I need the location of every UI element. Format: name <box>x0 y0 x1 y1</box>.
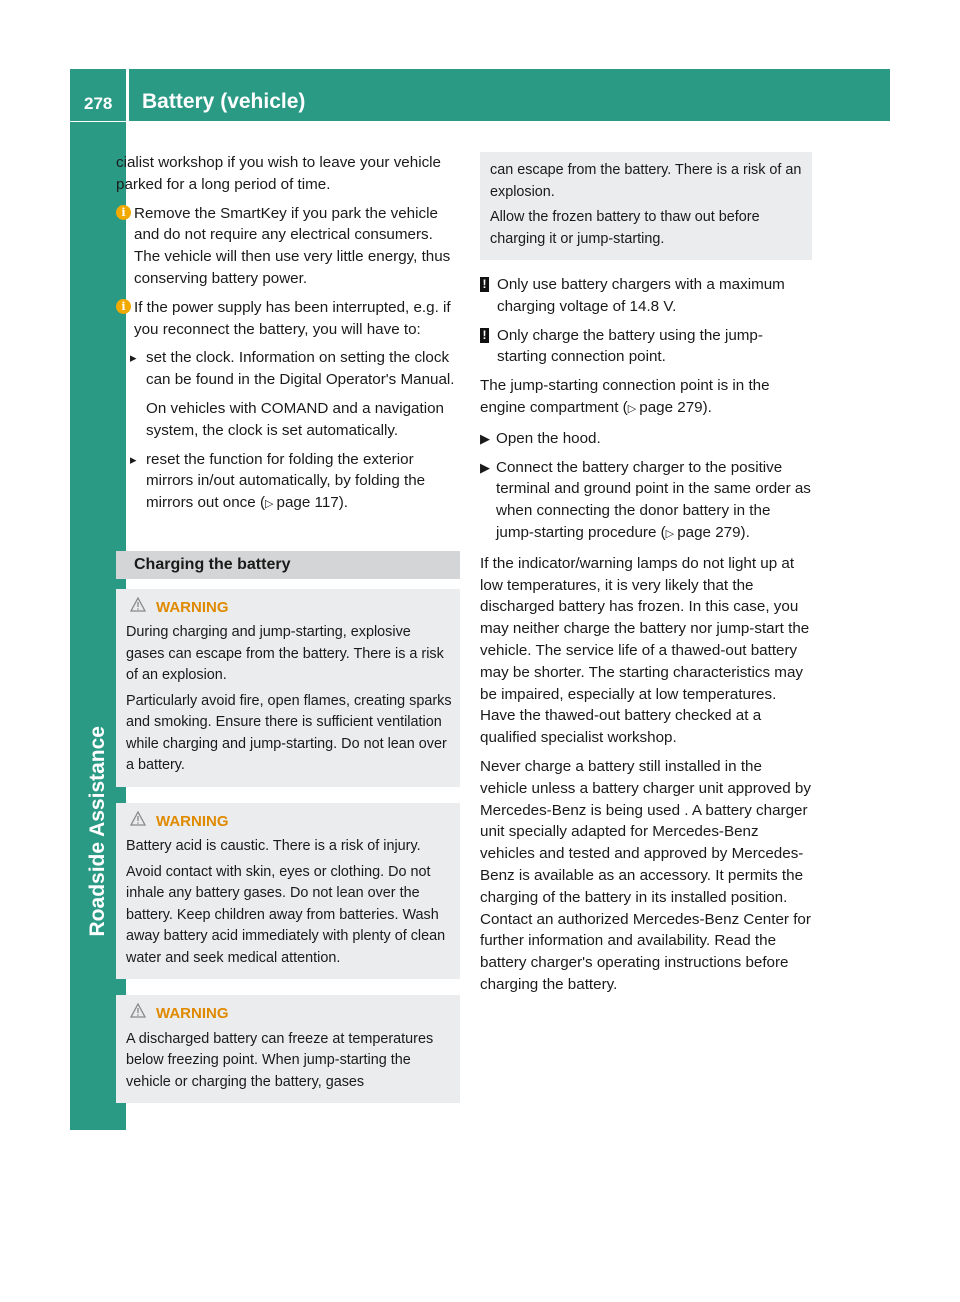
list-item-text: set the clock. Information on setting the clock can be found in the Digital Operator's Manual. <box>146 349 455 389</box>
info-text: If the power supply has been interrupted, e.g. if you reconnect the battery, you will have to: <box>134 298 451 338</box>
left-column <box>116 152 460 1103</box>
warning-text: Allow the frozen battery to thaw out before charging it or jump-starting. <box>490 209 760 247</box>
notice <box>480 325 812 369</box>
step-arrow-icon: ▶ <box>480 430 490 446</box>
info-note <box>116 203 460 290</box>
warning-box <box>116 589 460 787</box>
warning-icon <box>130 1003 156 1025</box>
step-arrow-icon: ▶ <box>480 459 490 475</box>
list-item-note: On vehicles with COMAND and a navigation system, the clock is set automatically. <box>146 399 444 439</box>
list-item <box>116 449 460 516</box>
warning-text: Particularly avoid fire, open flames, creating sparks and smoking. Ensure there is sufficient ventilation while charging and jump-starting. Do not lean over a battery. <box>126 692 452 774</box>
warning-title: WARNING <box>126 811 452 833</box>
warning-text: Avoid contact with skin, eyes or clothing. Do not inhale any battery gases. Do not lean over the battery. Keep children away from batteries. Wash away battery acid immediately with plenty of clean water and seek medical attention. <box>126 863 446 966</box>
page-ref-icon: ▷ <box>665 527 675 540</box>
header-divider <box>126 69 129 121</box>
warning-icon <box>130 597 156 619</box>
list-item <box>116 347 460 391</box>
side-tab-label: Roadside Assistance <box>86 726 109 937</box>
warning-title: WARNING <box>126 597 452 619</box>
info-text: Remove the SmartKey if you park the vehicle and do not require any electrical consumers. The vehicle will then use very little energy, thus conserving battery power. <box>134 204 451 287</box>
notice-text: Only charge the battery using the jump-starting connection point. <box>497 326 763 366</box>
bullet-icon: ▸ <box>130 350 137 366</box>
intro-paragraph: cialist workshop if you wish to leave your vehicle parked for a long period of time. <box>116 154 441 193</box>
page-ref-link[interactable]: page 279 <box>677 523 741 541</box>
right-column <box>480 152 812 1003</box>
info-note <box>116 297 460 341</box>
body-paragraph: Never charge a battery still installed in the vehicle unless a battery charger unit approved by Mercedes-Benz is being used . A battery charger unit specially adapted for Mercedes-Benz vehicles and tested and approved by Mercedes-Benz is available as an accessory. It permits the charging of the battery in its installed position. Contact an authorized Mercedes-Benz Center for further information and availability. Read the battery charger's operating instructions before charging the battery. <box>480 757 811 993</box>
info-icon: i <box>116 205 131 220</box>
step-text: Open the hood. <box>496 429 601 447</box>
step-text: Connect the battery charger to the positive terminal and ground point in the same order as when connecting the donor battery in the jump-starting procedure ( <box>496 458 811 541</box>
exclamation-icon: ! <box>480 328 489 343</box>
body-paragraph: If the indicator/warning lamps do not light up at low temperatures, it is very likely that the discharged battery has frozen. In this case, you may neither charge the battery nor jump-start the vehicle. The service life of a thawed-out battery may be shorter. The starting characteristics may be impaired, especially at low temperatures. Have the thawed-out battery checked at a qualified specialist workshop. <box>480 554 810 747</box>
page-ref-icon: ▷ <box>265 498 274 511</box>
exclamation-icon: ! <box>480 277 489 292</box>
info-icon: i <box>116 299 131 314</box>
page-ref-icon: ▷ <box>627 402 637 415</box>
warning-box <box>116 803 460 980</box>
page-ref-link[interactable]: page 117 <box>276 494 339 512</box>
notice-text: Only use battery chargers with a maximum charging voltage of 14.8 V. <box>497 276 785 315</box>
warning-text: A discharged battery can freeze at temperatures below freezing point. When jump-starting the vehicle or charging the battery, gases <box>126 1030 434 1090</box>
warning-box-continued <box>480 152 812 260</box>
bullet-icon: ▸ <box>130 451 137 467</box>
warning-text: can escape from the battery. There is a risk of an explosion. <box>490 162 802 200</box>
warning-box <box>116 995 460 1103</box>
page-title: Battery (vehicle) <box>142 90 306 113</box>
page-number: 278 <box>84 94 113 113</box>
warning-text: During charging and jump-starting, explosive gases can escape from the battery. There is a risk of an explosion. <box>126 624 444 684</box>
step-item <box>480 428 812 450</box>
warning-icon <box>130 811 156 833</box>
list-item-text: reset the function for folding the exterior mirrors in/out automatically, by folding the mirrors out once ( <box>146 450 426 512</box>
list-item-suffix: ). <box>338 494 349 512</box>
section-heading: Charging the battery <box>116 551 460 579</box>
step-item: ▶ Connect the battery charger to the positive terminal and ground point in the same order as when connecting the donor battery in the jump-starting procedure (▷ page 279). <box>480 458 811 541</box>
page-ref-link[interactable]: page 279 <box>639 398 703 416</box>
body-paragraph: The jump-starting connection point is in the engine compartment (▷ page 279). <box>480 377 770 416</box>
warning-title: WARNING <box>126 1003 452 1025</box>
warning-text: Battery acid is caustic. There is a risk of injury. <box>126 838 421 855</box>
notice <box>480 274 812 318</box>
